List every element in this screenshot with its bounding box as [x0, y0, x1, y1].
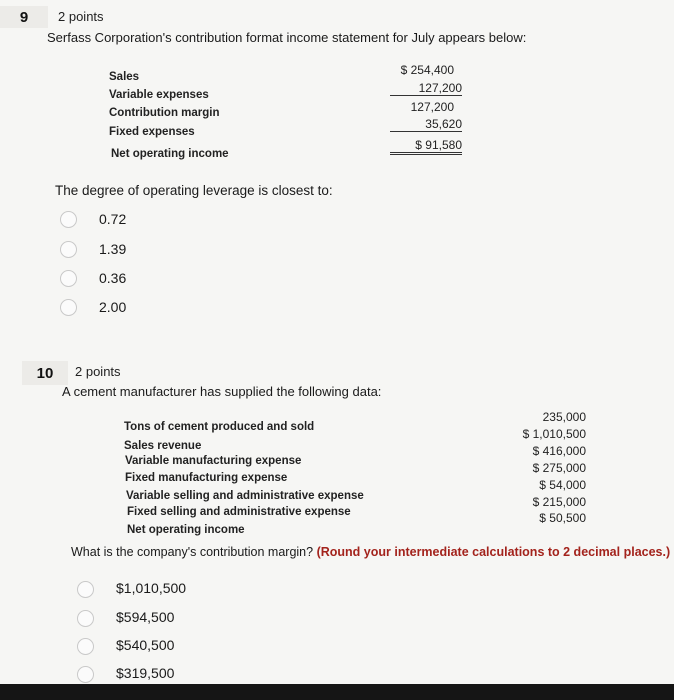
option-radio[interactable] [77, 610, 94, 627]
option-radio[interactable] [77, 638, 94, 655]
question-number-badge: 10 [22, 361, 68, 385]
option-radio[interactable] [60, 299, 77, 316]
option-radio[interactable] [60, 211, 77, 228]
table-row-value: $ 416,000 [532, 444, 586, 458]
table-row-value: 127,200 [390, 81, 462, 96]
table-row-label: Variable expenses [109, 89, 209, 101]
question-note: (Round your intermediate calculations to 2 decimal places.) [316, 545, 671, 559]
option-label[interactable]: $1,010,500 [116, 580, 187, 596]
table-row-value: 127,200 [410, 100, 454, 114]
option-radio[interactable] [60, 270, 77, 287]
option-label[interactable]: 0.72 [99, 211, 127, 227]
option-label[interactable]: 2.00 [99, 299, 127, 315]
table-row-value: $ 275,000 [532, 461, 586, 475]
table-row-label: Variable selling and administrative expense [126, 490, 364, 502]
screen-bottom-edge [0, 684, 674, 700]
table-row-label: Fixed expenses [109, 126, 195, 138]
table-row-label: Net operating income [111, 148, 229, 160]
table-row-label: Sales [109, 71, 140, 83]
table-row-value: $ 215,000 [532, 495, 586, 509]
table-row-label: Sales revenue [124, 440, 202, 452]
table-row-label: Contribution margin [109, 107, 220, 119]
table-row-label: Net operating income [127, 524, 245, 536]
table-row-label: Fixed selling and administrative expense [127, 506, 351, 518]
question-stem: Serfass Corporation's contribution format income statement for July appears below: [47, 30, 527, 45]
option-label[interactable]: 0.36 [99, 270, 127, 286]
table-row-label: Variable manufacturing expense [125, 455, 302, 467]
table-row-value: $ 91,580 [390, 138, 462, 155]
table-row-value: $ 254,400 [400, 63, 454, 77]
table-row-value: $ 1,010,500 [522, 427, 586, 441]
question-prompt [71, 545, 673, 559]
table-row-value: $ 54,000 [539, 478, 586, 492]
option-label[interactable]: $540,500 [116, 637, 175, 653]
table-row-label: Fixed manufacturing expense [125, 472, 288, 484]
question-points: 2 points [75, 364, 121, 379]
option-label[interactable]: 1.39 [99, 241, 127, 257]
option-radio[interactable] [77, 666, 94, 683]
table-row-value: $ 50,500 [539, 511, 586, 525]
option-label[interactable]: $594,500 [116, 609, 175, 625]
option-radio[interactable] [77, 581, 94, 598]
table-row-label: Tons of cement produced and sold [124, 421, 315, 433]
question-stem: A cement manufacturer has supplied the following data: [62, 384, 382, 399]
question-prompt: The degree of operating leverage is closest to: [55, 183, 333, 198]
question-number-badge: 9 [0, 6, 48, 28]
table-row-value: 235,000 [542, 410, 586, 424]
option-radio[interactable] [60, 241, 77, 258]
table-row-value: 35,620 [390, 117, 462, 132]
option-label[interactable]: $319,500 [116, 665, 175, 681]
question-text: What is the company's contribution margin? [71, 545, 314, 559]
question-points: 2 points [58, 9, 104, 24]
